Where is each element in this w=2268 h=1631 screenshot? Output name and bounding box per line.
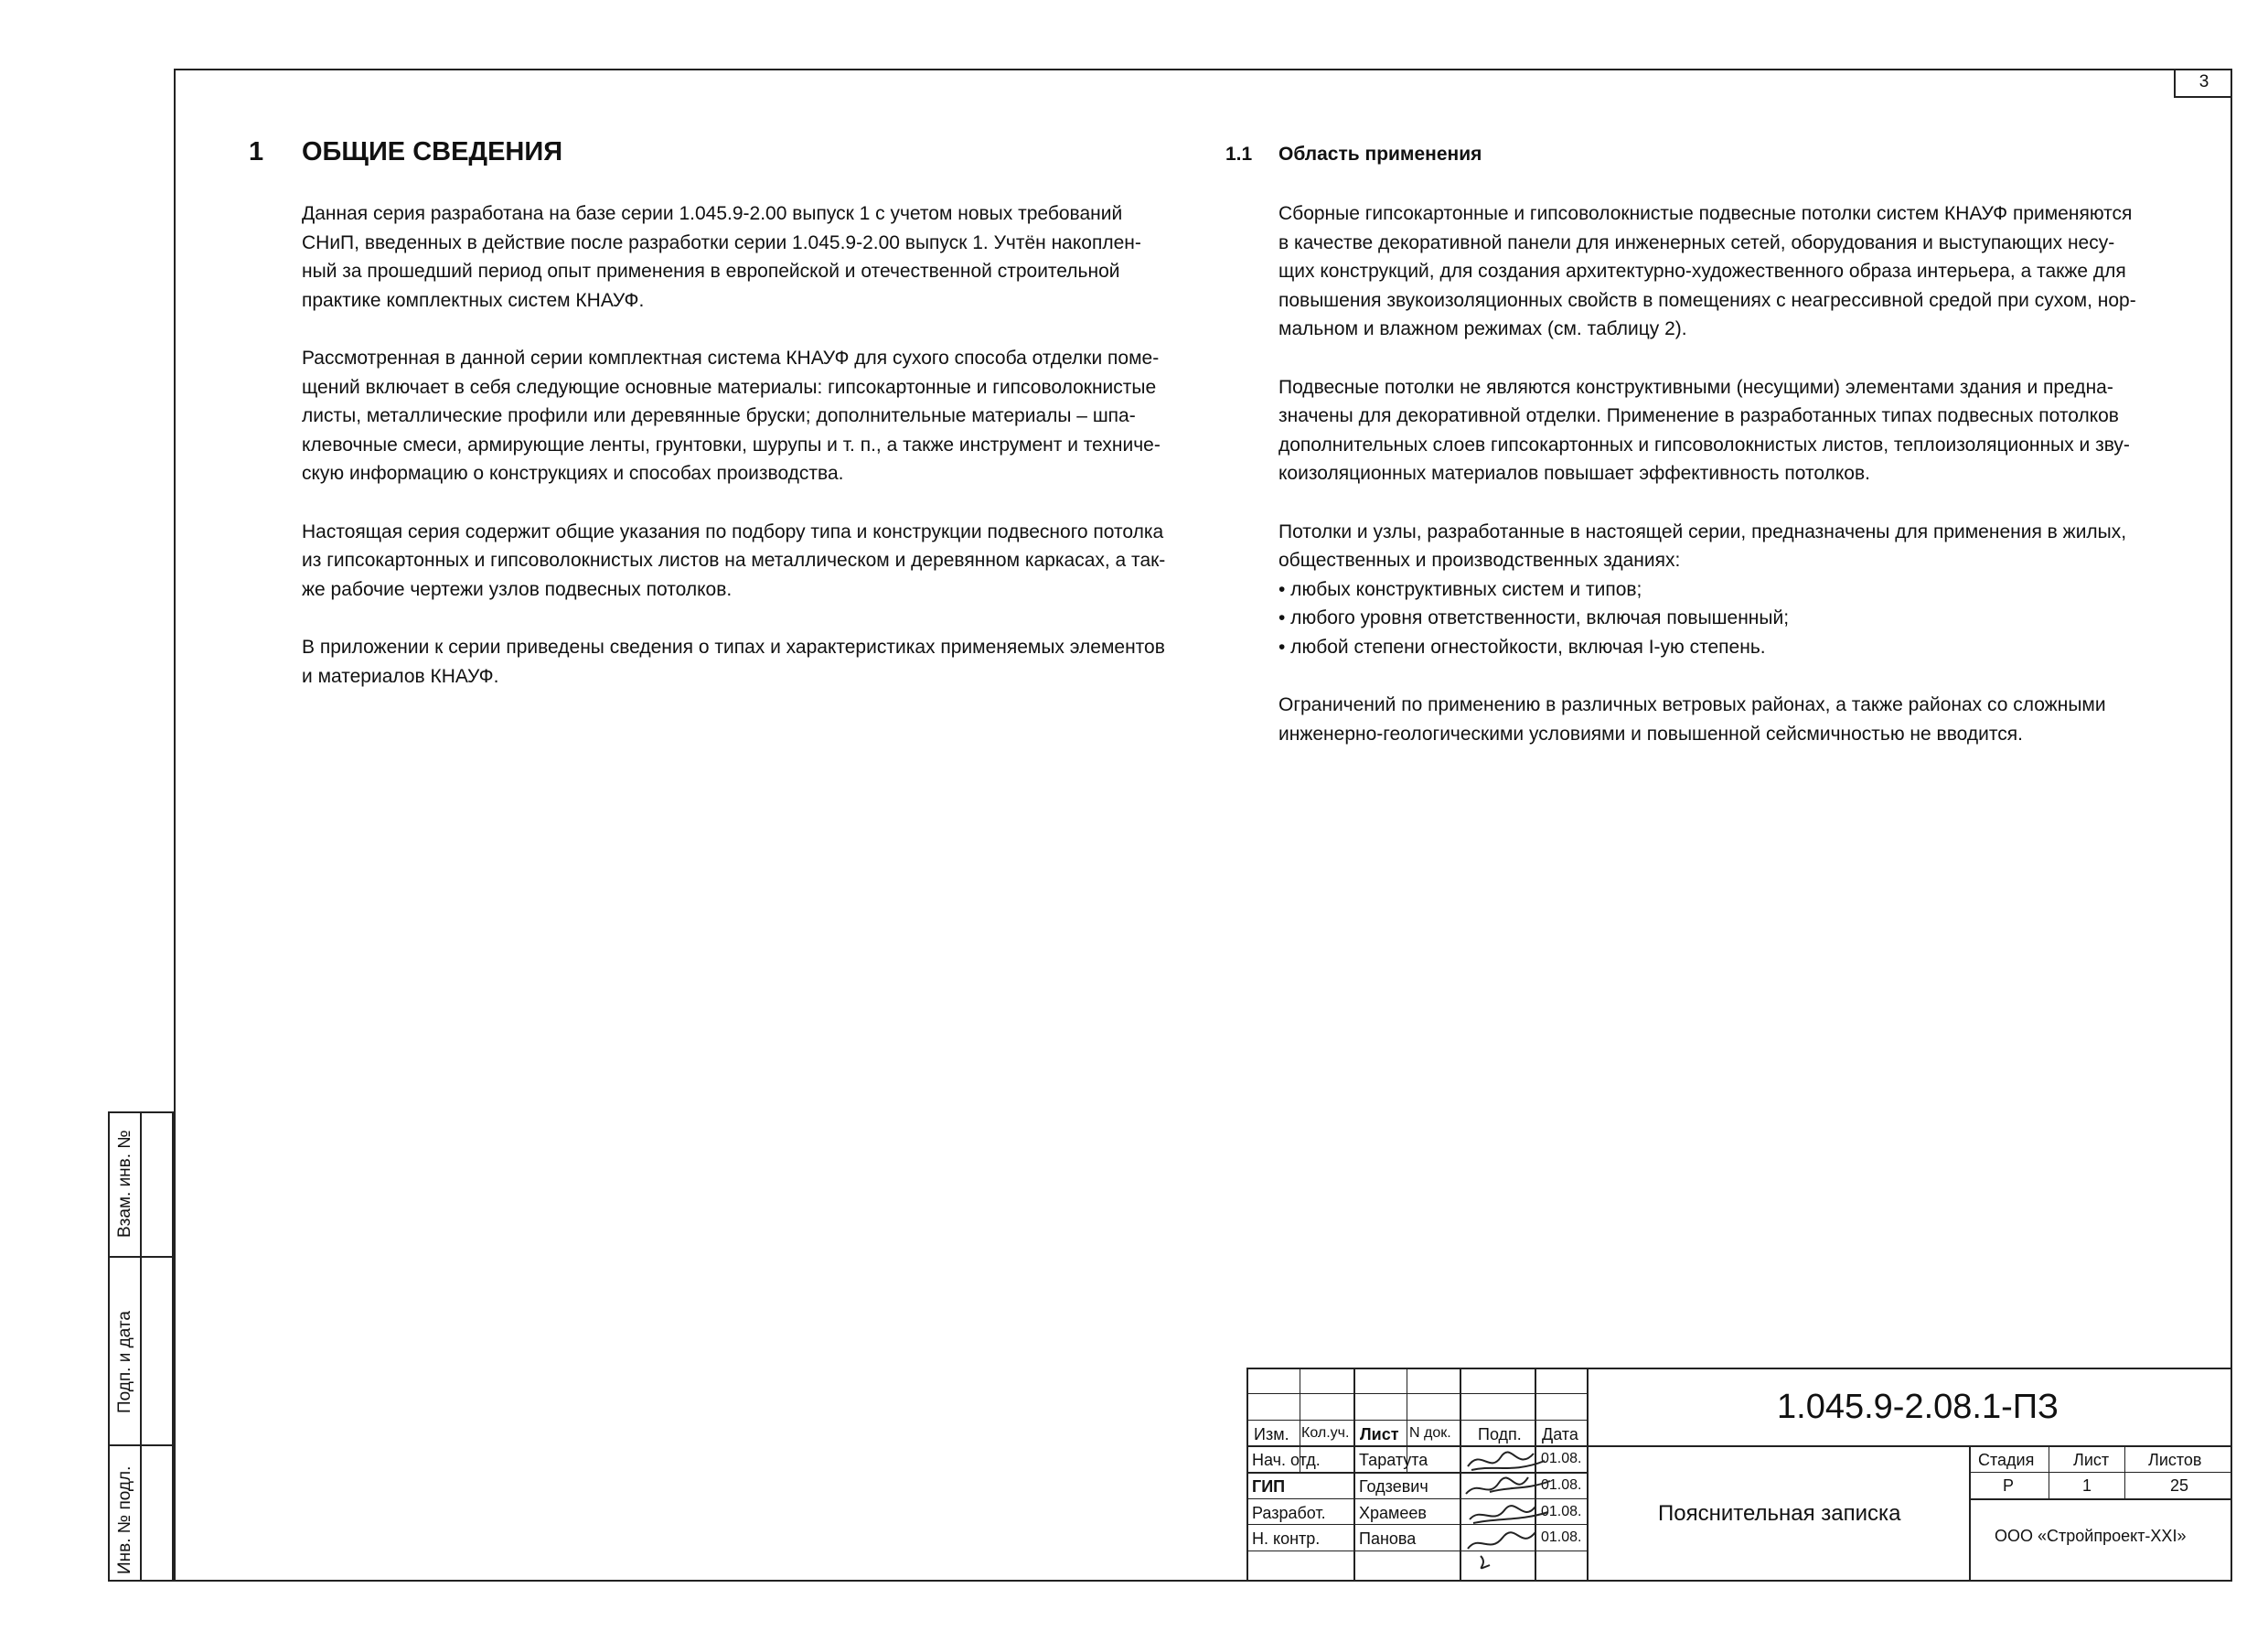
row-role: Н. контр. [1252, 1529, 1321, 1548]
section-1-1-title: Область применения [1278, 144, 1482, 165]
side-cell-sign [108, 1256, 174, 1446]
header-podp: Подп. [1478, 1425, 1522, 1443]
title-block [1246, 1368, 2232, 1582]
paragraph: Подвесные потолки не являются конструктивными (несущими) элементами здания и предна- значены для декоративной отделки. Применение в разработанных типах подвесных потолков дополнительных слоев гипсокартонных и гипсоволокнистых листов, теплоизоляционных и зву- коизоляционных материалов повышает эффективность потолков. [1278, 376, 2130, 485]
paragraph: В приложении к серии приведены сведения о типах и характеристиках применяемых элементов и материалов КНАУФ. [302, 636, 1165, 687]
left-column [302, 199, 1182, 720]
document-name: Пояснительная записка [1658, 1501, 1901, 1526]
row-role: ГИП [1252, 1477, 1286, 1496]
side-cell-orig [108, 1444, 174, 1582]
row-name: Годзевич [1359, 1477, 1428, 1496]
side-label-orig: Инв. № подл. [115, 1465, 134, 1574]
side-label-sign: Подп. и дата [115, 1311, 134, 1413]
side-label-vzam: Взам. инв. № [115, 1130, 134, 1238]
paragraph: Настоящая серия содержит общие указания по подбору типа и конструкции подвесного потолка из гипсокартонных и гипсоволокнистых листов на металлическом и деревянном каркасах, а так- же рабочие чертежи узлов подвесных потолков. [302, 520, 1166, 600]
section-1-title: ОБЩИЕ СВЕДЕНИЯ [302, 137, 563, 166]
signature-scribbles [1462, 1446, 1554, 1579]
sheets-value: 25 [2170, 1476, 2189, 1495]
paragraph: Потолки и узлы, разработанные в настоящей серии, предназначены для применения в жилых, общественных и производственных зданиях: [1278, 520, 2127, 572]
document-code: 1.045.9-2.08.1-ПЗ [1777, 1388, 2059, 1426]
row-date: 01.08. [1541, 1504, 1582, 1519]
bullet-list [1278, 575, 2156, 662]
organization: ООО «Стройпроект-XXI» [1995, 1527, 2187, 1545]
row-date: 01.08. [1541, 1477, 1582, 1493]
list-item: • любого уровня ответственности, включая повышенный; [1278, 607, 1790, 629]
row-role: Нач. отд. [1252, 1451, 1321, 1469]
side-stamp [108, 1111, 174, 1582]
paragraph: Данная серия разработана на базе серии 1.045.9-2.00 выпуск 1 с учетом новых требований СНиП, введенных в действие после разработки серии 1.045.9-2.00 выпуск 1. Учтён накоплен- ный за прошедший период опыт применения в европейской и отечественной строительной практике комплектных систем КНАУФ. [302, 203, 1141, 311]
row-role: Разработ. [1252, 1504, 1326, 1522]
paragraph: Рассмотренная в данной серии комплектная система КНАУФ для сухого способа отделки поме- щений включает в себя следующие основные материалы: гипсокартонные и гипсоволокнистые листы, металлические профили или деревянные бруски; дополнительные материалы – шпа- клевочные смеси, армирующие ленты, грунтовки, шурупы и т. п., а также инструмент и техниче- скую информацию о конструкциях и способах производства. [302, 347, 1161, 485]
stage-header: Стадия [1978, 1451, 2035, 1469]
sheet-value: 1 [2082, 1476, 2092, 1495]
header-izm: Изм. [1254, 1425, 1289, 1443]
right-column [1278, 199, 2156, 778]
page-number: 3 [2174, 69, 2232, 98]
list-item: • любых конструктивных систем и типов; [1278, 578, 1642, 600]
side-cell-vzam [108, 1111, 174, 1258]
row-name: Храмеев [1359, 1504, 1427, 1522]
header-kol-uch: Кол.уч. [1301, 1425, 1350, 1441]
header-list: Лист [1360, 1425, 1399, 1443]
row-name: Таратута [1359, 1451, 1428, 1469]
section-1-number: 1 [249, 137, 264, 166]
list-item: • любой степени огнестойкости, включая I-ую степень. [1278, 636, 1766, 658]
row-name: Панова [1359, 1529, 1417, 1548]
stage-value: Р [2003, 1476, 2015, 1495]
section-1-1-number: 1.1 [1225, 144, 1253, 165]
header-n-dok: N док. [1409, 1425, 1451, 1441]
sheet-header: Лист [2073, 1451, 2110, 1469]
paragraph: Сборные гипсокартонные и гипсоволокнистые подвесные потолки систем КНАУФ применяются в качестве декоративной панели для инженерных сетей, оборудования и выступающих несу- щих конструкций, для создания архитектурно-художественного образа интерьера, а также для повышения звукоизоляционных свойств в помещениях с неагрессивной средой при сухом, нор- мальном и влажном режимах (см. таблицу 2). [1278, 203, 2136, 340]
header-data: Дата [1542, 1425, 1578, 1443]
sheets-header: Листов [2148, 1451, 2202, 1469]
row-date: 01.08. [1541, 1529, 1582, 1545]
row-date: 01.08. [1541, 1451, 1582, 1466]
paragraph: Ограничений по применению в различных ветровых районах, а также районах со сложными инженерно-геологическими условиями и повышенной сейсмичностью не вводится. [1278, 694, 2106, 745]
